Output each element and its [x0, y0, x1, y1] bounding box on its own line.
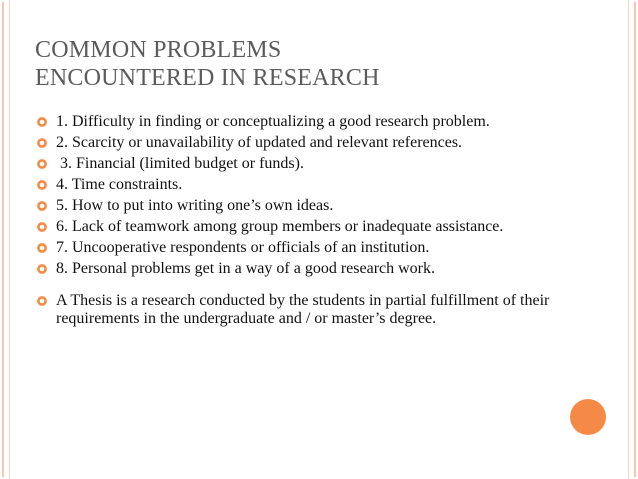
slide-title	[35, 36, 595, 92]
open-circle-bullet-icon	[36, 242, 48, 254]
bullet-item-1	[35, 113, 555, 131]
bullet-text-7: 7. Uncooperative respondents or officials of an institution.	[56, 239, 430, 256]
bullet-item-7	[35, 239, 555, 257]
bullet-text-3: 3. Financial (limited budget or funds).	[56, 155, 304, 172]
bullet-text-4: 4. Time constraints.	[56, 176, 183, 193]
bullet-list	[35, 113, 555, 331]
decorative-orange-circle	[570, 399, 606, 435]
bullet-item-6	[35, 218, 555, 236]
bullet-item-9	[35, 292, 555, 328]
bullet-text-9: A Thesis is a research conducted by the students in partial fulfillment of their requirements in the undergraduate and / or master’s degree.	[56, 292, 550, 327]
open-circle-bullet-icon	[36, 116, 48, 128]
bullet-text-6: 6. Lack of teamwork among group members or inadequate assistance.	[56, 218, 504, 235]
bullet-item-4	[35, 176, 555, 194]
slide-title-line-1: COMMON PROBLEMS	[35, 37, 282, 63]
bullet-text-1: 1. Difficulty in finding or conceptualizing a good research problem.	[56, 113, 490, 130]
open-circle-bullet-icon	[36, 221, 48, 233]
open-circle-bullet-icon	[36, 158, 48, 170]
bullet-item-8	[35, 260, 555, 278]
bullet-text-8: 8. Personal problems get in a way of a good research work.	[56, 260, 435, 277]
open-circle-bullet-icon	[36, 295, 48, 307]
slide-title-line-2: ENCOUNTERED IN RESEARCH	[35, 65, 380, 91]
open-circle-bullet-icon	[36, 179, 48, 191]
bullet-item-3	[35, 155, 555, 173]
bullet-text-5: 5. How to put into writing one’s own ideas.	[56, 197, 334, 214]
open-circle-bullet-icon	[36, 137, 48, 149]
bullet-item-2	[35, 134, 555, 152]
open-circle-bullet-icon	[36, 200, 48, 212]
bullet-text-2: 2. Scarcity or unavailability of updated and relevant references.	[56, 134, 463, 151]
bullet-item-5	[35, 197, 555, 215]
open-circle-bullet-icon	[36, 263, 48, 275]
